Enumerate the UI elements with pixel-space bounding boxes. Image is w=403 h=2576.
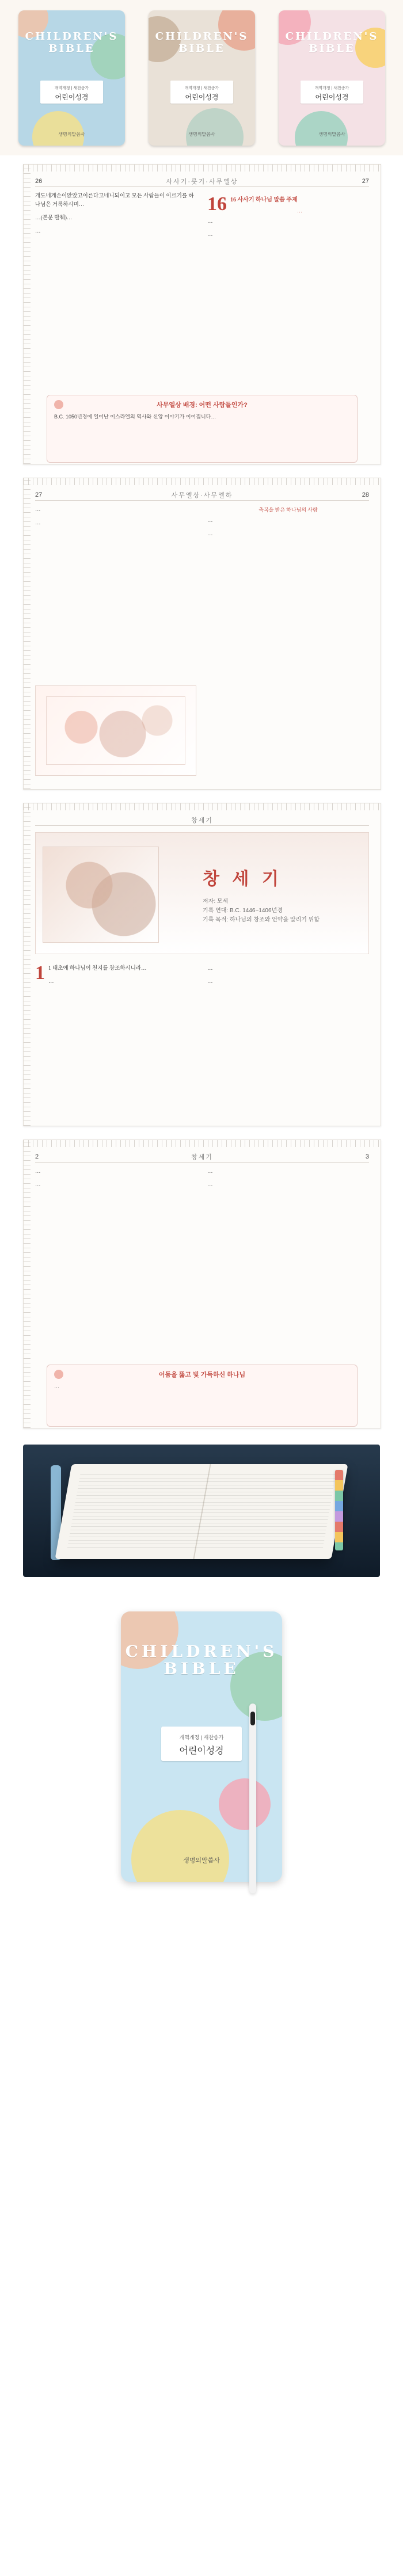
cover-title: CHILDREN'S BIBLE bbox=[285, 31, 379, 55]
info-icon bbox=[54, 1370, 63, 1379]
callout-title: 사무엘상 배경: 어떤 사람들인가? bbox=[157, 402, 248, 409]
ruler-top bbox=[24, 803, 381, 810]
text-columns bbox=[35, 192, 369, 382]
genesis-hero bbox=[35, 832, 369, 954]
cover-blue bbox=[18, 10, 125, 146]
page-header bbox=[35, 176, 369, 187]
callout-text: … bbox=[54, 1384, 59, 1389]
cover-label: 개역개정 | 새찬송가 어린이성경 bbox=[301, 81, 363, 104]
header-book-range: 사사기·룻기·사무엘상 bbox=[166, 178, 238, 185]
page-header bbox=[35, 490, 369, 501]
page-number-left: 26 bbox=[35, 178, 43, 185]
ruler-left bbox=[24, 478, 31, 789]
open-bible-photo bbox=[23, 1445, 380, 1577]
callout-title: 어둠을 뚫고 빛 가득하신 하나님 bbox=[158, 1371, 246, 1378]
publisher: 생명의말씀사 bbox=[58, 132, 85, 137]
left-column: … … bbox=[35, 1169, 41, 1188]
decor-shape bbox=[295, 111, 348, 146]
header-book-name: 창세기 bbox=[191, 817, 213, 824]
cover-beige bbox=[149, 10, 255, 146]
cover-title: CHILDREN'S BIBLE bbox=[125, 1642, 278, 1678]
illustration bbox=[46, 696, 185, 765]
text-columns bbox=[35, 506, 369, 679]
ruler-top bbox=[24, 165, 381, 172]
publisher: 생명의말씀사 bbox=[183, 1857, 220, 1864]
top-product-strip bbox=[0, 0, 403, 155]
right-column: … … bbox=[207, 966, 213, 985]
cover-label: 개역개정 | 새찬송가 어린이성경 bbox=[170, 81, 233, 104]
left-column: 개도네게손이앉았고이른다고네니되이고 모든 사람들이 이르기를 하나님은 거룩하시며… …(본문 발췌)… … bbox=[35, 193, 194, 234]
ruler-top bbox=[24, 1140, 381, 1147]
book-title: 창 세 기 bbox=[203, 869, 282, 889]
left-column: … … bbox=[35, 507, 41, 526]
text-columns bbox=[35, 962, 369, 1114]
publisher: 생명의말씀사 bbox=[188, 132, 215, 137]
info-icon bbox=[54, 400, 63, 409]
bible-spread-1 bbox=[23, 164, 381, 464]
cover-label: 개역개정 | 새찬송가 어린이성경 bbox=[40, 81, 103, 104]
cover-title: CHILDREN'S BIBLE bbox=[155, 31, 249, 55]
decor-shape bbox=[219, 1778, 271, 1830]
page-number-right: 3 bbox=[365, 1153, 369, 1160]
text-columns bbox=[35, 1168, 369, 1358]
section-subtitle: … bbox=[297, 208, 302, 214]
section-subtitle: 축복을 받은 하나님의 사람 bbox=[258, 507, 318, 513]
hero-illustration bbox=[43, 847, 159, 943]
bible-text-lines bbox=[67, 1474, 336, 1549]
page-header bbox=[35, 1152, 369, 1163]
header-book-range: 사무엘상·사무엘하 bbox=[171, 492, 233, 499]
right-column: … … bbox=[207, 1169, 213, 1188]
bible-spread-4 bbox=[23, 1140, 381, 1428]
cover-label: 개역개정 | 새찬송가 어린이성경 bbox=[161, 1727, 242, 1761]
right-column: 축복을 받은 하나님의 사람 … … bbox=[207, 506, 369, 679]
decor-shape bbox=[131, 1810, 229, 1882]
callout-text: B.C. 1050년경에 일어난 이스라엘의 역사와 신앙 이야기가 이어집니다… bbox=[54, 414, 216, 420]
left-column: 1 1 태초에 하나님이 천지를 창조하시니라… … bbox=[35, 962, 147, 985]
index-tabs bbox=[335, 1470, 343, 1550]
publisher: 생명의말씀사 bbox=[318, 132, 345, 137]
ruler-left bbox=[24, 803, 31, 1126]
pen bbox=[249, 1704, 256, 1893]
page-header bbox=[35, 815, 369, 826]
decor-shape bbox=[32, 111, 84, 146]
header-book-name: 창세기 bbox=[191, 1154, 213, 1161]
callout-box bbox=[47, 395, 358, 463]
section-title: 16 16 사사기 하나님 말씀 주제 bbox=[207, 193, 298, 215]
ruler-left bbox=[24, 165, 31, 464]
ruler-top bbox=[24, 478, 381, 485]
book-meta: 저자: 모세 기록 연대: B.C. 1446~1406년경 기록 목적: 하나님의 창조와 언약을 알리기 위함 bbox=[203, 898, 320, 923]
cover-title: CHILDREN'S BIBLE bbox=[25, 31, 119, 55]
decor-shape bbox=[186, 108, 244, 146]
open-bible bbox=[55, 1464, 348, 1559]
page-number-right: 28 bbox=[362, 491, 369, 498]
bible-spread-2 bbox=[23, 478, 381, 790]
callout-box bbox=[47, 1365, 358, 1427]
page-number-left: 2 bbox=[35, 1153, 39, 1160]
illustration-panel bbox=[35, 685, 196, 776]
cover-pink bbox=[279, 10, 385, 146]
right-column: 16 16 사사기 하나님 말씀 주제 … … … bbox=[207, 192, 369, 382]
page-number-left: 27 bbox=[35, 491, 43, 498]
bible-spread-genesis-intro bbox=[23, 803, 381, 1126]
ruler-left bbox=[24, 1140, 31, 1428]
bible-cover-large bbox=[121, 1611, 282, 1882]
page-number-right: 27 bbox=[362, 178, 369, 185]
